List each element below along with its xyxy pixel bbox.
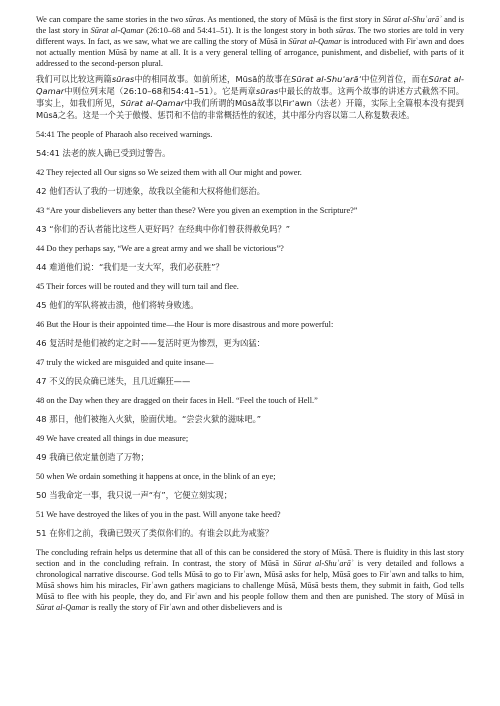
text-run: 中则位列末尾（26:10–68和54:41–51）。它是两章 — [64, 86, 256, 96]
intro-paragraph-en — [36, 14, 464, 69]
verse-en: 43 “Are your disbelievers any better than these? Were you given an exemption in the Scripture?” — [36, 206, 358, 215]
verse-zh: 50 当我命定一事，我只说一声“有”，它便立刻实现； — [36, 490, 233, 500]
text-run: The concluding refrain helps us determine that all of this can be considered the story of Mūsā. There is fluidity in this last story section and in the concluding refrain. In contrast, the story of Mūsā in — [36, 548, 464, 568]
text-run: is really the story of Firʿawn and other disbelievers and is — [88, 603, 283, 612]
italic-term: sūras — [185, 15, 204, 24]
verse-en: 45 Their forces will be routed and they will turn tail and flee. — [36, 282, 239, 291]
verse-en: 49 We have created all things in due measure; — [36, 434, 189, 443]
italic-term: sūras — [335, 26, 354, 35]
italic-term: Sūrat al-Shuʿarāʾ — [382, 15, 442, 24]
italic-term: sūras — [111, 74, 135, 84]
verse-zh: 43 “你们的否认者能比这些人更好吗？在经典中你们曾获得赦免吗？” — [36, 224, 291, 234]
verse-en: 51 We have destroyed the likes of you in the past. Will anyone take heed? — [36, 510, 281, 519]
verse-en: 48 on the Day when they are dragged on their faces in Hell. “Feel the touch of Hell.” — [36, 396, 318, 405]
intro-paragraph-zh — [36, 73, 464, 121]
verse-en: 46 But the Hour is their appointed time—the Hour is more disastrous and more powerful: — [36, 320, 334, 329]
italic-term: Sūrat al-Qamar — [36, 74, 464, 96]
verse-list — [36, 129, 464, 539]
verse-zh: 45 他们的军队将被击溃，他们将转身败逃。 — [36, 300, 199, 310]
verse-zh: 49 我确已依定量创造了万物； — [36, 452, 149, 462]
text-run: and is the last story in — [36, 15, 464, 35]
italic-term: Sūrat al-Shuʿarāʾ — [293, 559, 354, 568]
italic-term: Sūrat al-Qamar — [36, 603, 89, 612]
text-run: 中最长的故事。这两个故事的讲述方式截然不同。事实上，如我们所见， — [36, 86, 464, 108]
verse-en: 44 Do they perhaps say, “We are a great army and we shall be victorious”? — [36, 244, 284, 253]
verse-zh: 54:41 法老的族人确已受到过警告。 — [36, 148, 171, 158]
verse-zh: 46 复活时是他们被约定之时——复活时更为惨烈，更为凶猛： — [36, 338, 265, 348]
italic-term: Sūrat al-Qamar — [90, 26, 144, 35]
italic-term: sūras — [255, 86, 279, 96]
italic-term: Sūrat al-Qamar — [288, 37, 342, 46]
verse-zh: 44 难道他们说：“我们是一支大军，我们必获胜”？ — [36, 262, 224, 272]
text-run: (26:10–68 and 54:41–51). It is the longest story in both — [143, 26, 336, 35]
text-run: is introduced with Firʿawn and does not actually mention Mūsā by name at all. It is a very general telling of arrogance, punishment, and disbelief, with parts of it addressed to the second-person plural. — [36, 37, 465, 68]
verse-en: 50 when We ordain something it happens at once, in the blink of an eye; — [36, 472, 276, 481]
italic-term: Sūrat al-Shuʿarāʾ — [291, 74, 362, 84]
verse-en: 54:41 The people of Pharaoh also received warnings. — [36, 130, 213, 139]
text-run: 中的相同故事。如前所述，Mūsā的故事在 — [134, 74, 292, 84]
verse-zh: 51 在你们之前，我确已毁灭了类似你们的。有谁会以此为戒鉴？ — [36, 528, 274, 538]
italic-term: Sūrat al-Qamar — [120, 98, 185, 108]
text-run: . The two stories are told in very different ways. In fact, as we saw, what we are calling the story of Mūsā in — [36, 26, 464, 46]
text-run: . As mentioned, the story of Mūsā is the first story in — [203, 15, 383, 24]
verse-en: 47 truly the wicked are misguided and quite insane— — [36, 358, 214, 367]
text-run: is very detailed and follows a chronological narrative discourse. God tells Mūsā to go to Firʿawn, Mūsā asks for help, Mūsā goes to Firʿawn and talks to him, Mūsā shows him his miracles, Firʿawn gathers magicians to challenge Mūsā, Mūsā bests them, they submit in faith, God tells Mūsā to flee with his people, they do, and Firʿawn and his people follow them and then are punished. The story of Mūsā in — [36, 559, 464, 601]
verse-zh: 47 不义的民众确已迷失，且几近癫狂—— — [36, 376, 191, 386]
text-run: 中位列首位，而在 — [361, 74, 429, 84]
text-run: 我们可以比较这两篇 — [36, 74, 112, 84]
verse-zh: 48 那日，他们被拖入火狱，脸面伏地。“尝尝火狱的滋味吧。” — [36, 414, 262, 424]
closing-paragraph-en — [36, 547, 464, 613]
text-run: 中我们所谓的Mūsā故事以Firʿawn（法老）开篇，实际上全篇根本没有提到Mūsā之名。这是一个关于傲慢、惩罚和不信的非常概括性的叙述，其中部分内容以第二人称复数表述。 — [36, 98, 464, 120]
verse-zh: 42 他们否认了我的一切迹象，故我以全能和大权将他们惩治。 — [36, 186, 265, 196]
verse-en: 42 They rejected all Our signs so We seized them with all Our might and power. — [36, 168, 302, 177]
document-page — [36, 14, 464, 617]
text-run: We can compare the same stories in the two — [36, 15, 186, 24]
